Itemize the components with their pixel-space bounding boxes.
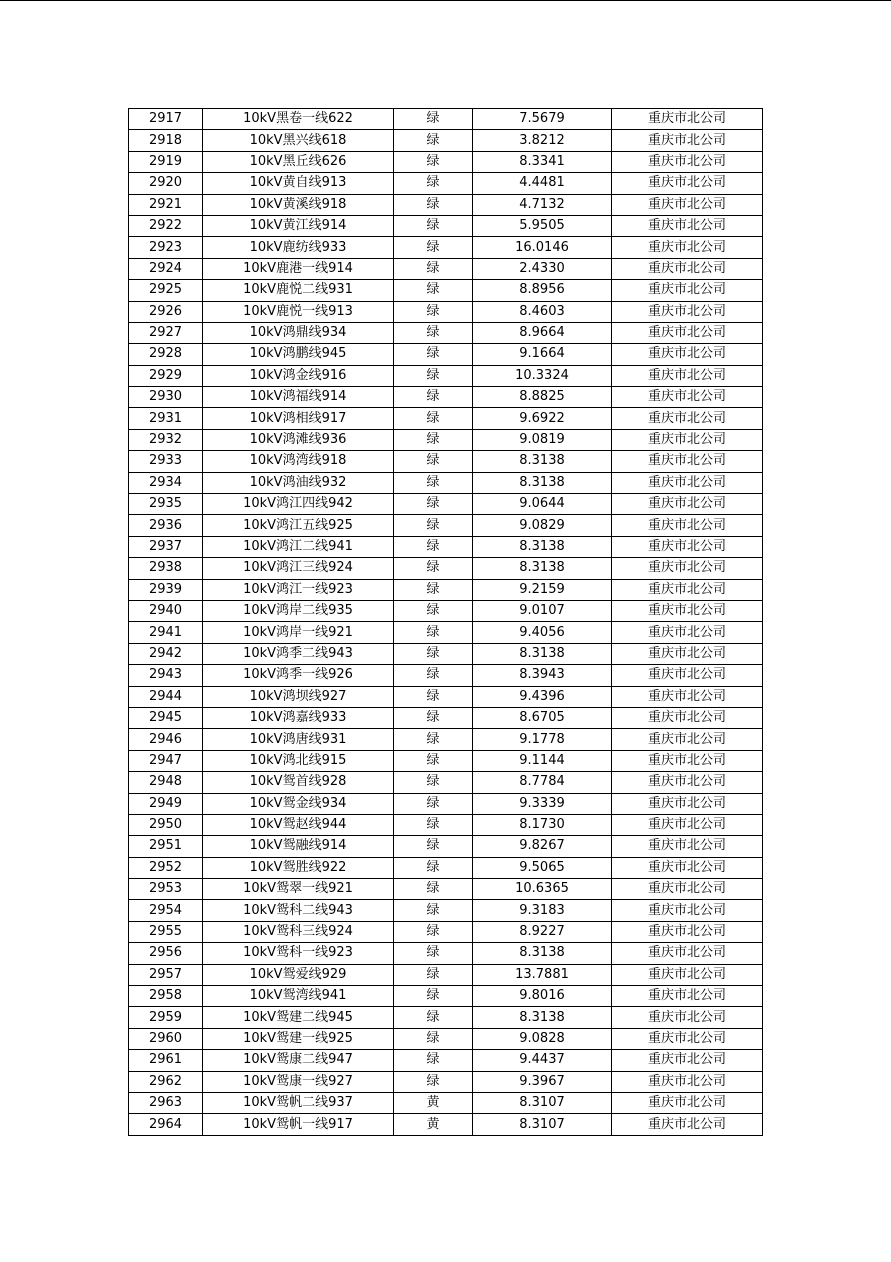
company-cell: 重庆市北公司 (612, 322, 763, 343)
value-cell: 9.3183 (473, 900, 612, 921)
row-id-cell: 2930 (129, 387, 203, 408)
table-row (129, 515, 763, 536)
status-color-cell: 绿 (394, 665, 473, 686)
company-cell: 重庆市北公司 (612, 365, 763, 386)
status-color-cell: 绿 (394, 429, 473, 450)
status-color-cell: 绿 (394, 857, 473, 878)
line-name-cell: 10kV鸳帆二线937 (203, 1092, 394, 1113)
table-row (129, 943, 763, 964)
status-color-cell: 绿 (394, 622, 473, 643)
value-cell: 8.3107 (473, 1092, 612, 1113)
company-cell: 重庆市北公司 (612, 750, 763, 771)
value-cell: 5.9505 (473, 215, 612, 236)
line-name-cell: 10kV鹿悦一线913 (203, 301, 394, 322)
row-id-cell: 2960 (129, 1028, 203, 1049)
value-cell: 8.3138 (473, 558, 612, 579)
row-id-cell: 2963 (129, 1092, 203, 1113)
table-row (129, 900, 763, 921)
status-color-cell: 绿 (394, 109, 473, 130)
company-cell: 重庆市北公司 (612, 665, 763, 686)
line-name-cell: 10kV鸿滩线936 (203, 429, 394, 450)
status-color-cell: 绿 (394, 772, 473, 793)
line-name-cell: 10kV鸳融线914 (203, 836, 394, 857)
status-color-cell: 绿 (394, 472, 473, 493)
value-cell: 10.3324 (473, 365, 612, 386)
line-name-cell: 10kV鸳赵线944 (203, 814, 394, 835)
line-name-cell: 10kV鸳翠一线921 (203, 879, 394, 900)
value-cell: 8.9227 (473, 921, 612, 942)
line-name-cell: 10kV鸳胜线922 (203, 857, 394, 878)
value-cell: 9.0829 (473, 515, 612, 536)
value-cell: 4.7132 (473, 194, 612, 215)
line-name-cell: 10kV鸳金线934 (203, 793, 394, 814)
row-id-cell: 2944 (129, 686, 203, 707)
table-row (129, 258, 763, 279)
value-cell: 9.0819 (473, 429, 612, 450)
status-color-cell: 黄 (394, 1092, 473, 1113)
row-id-cell: 2955 (129, 921, 203, 942)
line-name-cell: 10kV鹿港一线914 (203, 258, 394, 279)
table-row (129, 707, 763, 728)
row-id-cell: 2925 (129, 280, 203, 301)
table-row (129, 536, 763, 557)
table-row (129, 857, 763, 878)
row-id-cell: 2943 (129, 665, 203, 686)
company-cell: 重庆市北公司 (612, 151, 763, 172)
line-name-cell: 10kV鸳康一线927 (203, 1071, 394, 1092)
company-cell: 重庆市北公司 (612, 1092, 763, 1113)
status-color-cell: 绿 (394, 900, 473, 921)
line-name-cell: 10kV鸿季一线926 (203, 665, 394, 686)
company-cell: 重庆市北公司 (612, 1071, 763, 1092)
line-name-cell: 10kV鸿季二线943 (203, 643, 394, 664)
value-cell: 8.8956 (473, 280, 612, 301)
company-cell: 重庆市北公司 (612, 1007, 763, 1028)
line-name-cell: 10kV鸿唐线931 (203, 729, 394, 750)
table-row (129, 921, 763, 942)
company-cell: 重庆市北公司 (612, 1114, 763, 1135)
line-name-cell: 10kV鹿悦二线931 (203, 280, 394, 301)
company-cell: 重庆市北公司 (612, 536, 763, 557)
table-row (129, 344, 763, 365)
value-cell: 8.3138 (473, 536, 612, 557)
status-color-cell: 绿 (394, 194, 473, 215)
status-color-cell: 绿 (394, 921, 473, 942)
status-color-cell: 绿 (394, 1071, 473, 1092)
status-color-cell: 绿 (394, 237, 473, 258)
row-id-cell: 2921 (129, 194, 203, 215)
status-color-cell: 绿 (394, 707, 473, 728)
status-color-cell: 绿 (394, 215, 473, 236)
value-cell: 8.3138 (473, 1007, 612, 1028)
table-row (129, 151, 763, 172)
value-cell: 8.7784 (473, 772, 612, 793)
status-color-cell: 绿 (394, 643, 473, 664)
table-row (129, 387, 763, 408)
page-top-border (0, 0, 892, 1)
value-cell: 8.8825 (473, 387, 612, 408)
line-name-cell: 10kV鸳爱线929 (203, 964, 394, 985)
table-row (129, 1007, 763, 1028)
table-row (129, 301, 763, 322)
row-id-cell: 2919 (129, 151, 203, 172)
company-cell: 重庆市北公司 (612, 579, 763, 600)
table-row (129, 836, 763, 857)
row-id-cell: 2927 (129, 322, 203, 343)
row-id-cell: 2964 (129, 1114, 203, 1135)
line-name-cell: 10kV鸳首线928 (203, 772, 394, 793)
row-id-cell: 2952 (129, 857, 203, 878)
company-cell: 重庆市北公司 (612, 109, 763, 130)
line-name-cell: 10kV鸳湾线941 (203, 986, 394, 1007)
value-cell: 9.4437 (473, 1050, 612, 1071)
row-id-cell: 2941 (129, 622, 203, 643)
company-cell: 重庆市北公司 (612, 387, 763, 408)
value-cell: 8.3138 (473, 643, 612, 664)
company-cell: 重庆市北公司 (612, 215, 763, 236)
row-id-cell: 2950 (129, 814, 203, 835)
status-color-cell: 绿 (394, 130, 473, 151)
line-name-cell: 10kV鸿江五线925 (203, 515, 394, 536)
line-name-cell: 10kV鸿江三线924 (203, 558, 394, 579)
line-name-cell: 10kV鸿江一线923 (203, 579, 394, 600)
table-row (129, 879, 763, 900)
status-color-cell: 绿 (394, 322, 473, 343)
line-name-cell: 10kV黑兴线618 (203, 130, 394, 151)
table-row (129, 665, 763, 686)
table-row (129, 1114, 763, 1135)
line-name-cell: 10kV鸿鹏线945 (203, 344, 394, 365)
row-id-cell: 2939 (129, 579, 203, 600)
value-cell: 9.2159 (473, 579, 612, 600)
status-color-cell: 绿 (394, 365, 473, 386)
row-id-cell: 2938 (129, 558, 203, 579)
status-color-cell: 绿 (394, 536, 473, 557)
row-id-cell: 2936 (129, 515, 203, 536)
company-cell: 重庆市北公司 (612, 729, 763, 750)
status-color-cell: 绿 (394, 814, 473, 835)
company-cell: 重庆市北公司 (612, 943, 763, 964)
status-color-cell: 绿 (394, 151, 473, 172)
company-cell: 重庆市北公司 (612, 194, 763, 215)
value-cell: 13.7881 (473, 964, 612, 985)
row-id-cell: 2945 (129, 707, 203, 728)
table-row (129, 451, 763, 472)
company-cell: 重庆市北公司 (612, 173, 763, 194)
company-cell: 重庆市北公司 (612, 772, 763, 793)
row-id-cell: 2929 (129, 365, 203, 386)
table-row (129, 750, 763, 771)
table-row (129, 600, 763, 621)
row-id-cell: 2961 (129, 1050, 203, 1071)
company-cell: 重庆市北公司 (612, 472, 763, 493)
table-row (129, 622, 763, 643)
table-row (129, 130, 763, 151)
table-body (129, 109, 763, 1136)
row-id-cell: 2931 (129, 408, 203, 429)
line-name-cell: 10kV鸿江四线942 (203, 494, 394, 515)
value-cell: 9.4056 (473, 622, 612, 643)
table-row (129, 280, 763, 301)
table-row (129, 729, 763, 750)
company-cell: 重庆市北公司 (612, 857, 763, 878)
status-color-cell: 绿 (394, 600, 473, 621)
company-cell: 重庆市北公司 (612, 429, 763, 450)
status-color-cell: 绿 (394, 579, 473, 600)
company-cell: 重庆市北公司 (612, 237, 763, 258)
row-id-cell: 2946 (129, 729, 203, 750)
line-name-cell: 10kV黑丘线626 (203, 151, 394, 172)
row-id-cell: 2957 (129, 964, 203, 985)
value-cell: 8.3138 (473, 943, 612, 964)
value-cell: 9.5065 (473, 857, 612, 878)
line-name-cell: 10kV鸿鼎线934 (203, 322, 394, 343)
value-cell: 8.1730 (473, 814, 612, 835)
line-name-cell: 10kV鸳建一线925 (203, 1028, 394, 1049)
company-cell: 重庆市北公司 (612, 686, 763, 707)
value-cell: 7.5679 (473, 109, 612, 130)
value-cell: 16.0146 (473, 237, 612, 258)
company-cell: 重庆市北公司 (612, 515, 763, 536)
table-row (129, 986, 763, 1007)
table-row (129, 1028, 763, 1049)
row-id-cell: 2918 (129, 130, 203, 151)
company-cell: 重庆市北公司 (612, 494, 763, 515)
table-row (129, 194, 763, 215)
status-color-cell: 绿 (394, 793, 473, 814)
status-color-cell: 绿 (394, 750, 473, 771)
row-id-cell: 2947 (129, 750, 203, 771)
table-row (129, 173, 763, 194)
line-name-cell: 10kV鸳建二线945 (203, 1007, 394, 1028)
line-name-cell: 10kV鸿相线917 (203, 408, 394, 429)
company-cell: 重庆市北公司 (612, 130, 763, 151)
company-cell: 重庆市北公司 (612, 793, 763, 814)
company-cell: 重庆市北公司 (612, 451, 763, 472)
row-id-cell: 2923 (129, 237, 203, 258)
company-cell: 重庆市北公司 (612, 600, 763, 621)
value-cell: 8.3138 (473, 451, 612, 472)
status-color-cell: 绿 (394, 408, 473, 429)
value-cell: 9.0828 (473, 1028, 612, 1049)
table-row (129, 365, 763, 386)
table-row (129, 215, 763, 236)
line-name-cell: 10kV鸿北线915 (203, 750, 394, 771)
line-name-cell: 10kV鸳科二线943 (203, 900, 394, 921)
value-cell: 9.4396 (473, 686, 612, 707)
table-row (129, 429, 763, 450)
company-cell: 重庆市北公司 (612, 986, 763, 1007)
line-data-table (128, 108, 763, 1136)
line-name-cell: 10kV鸳康二线947 (203, 1050, 394, 1071)
status-color-cell: 绿 (394, 1050, 473, 1071)
status-color-cell: 绿 (394, 258, 473, 279)
value-cell: 8.6705 (473, 707, 612, 728)
status-color-cell: 绿 (394, 515, 473, 536)
line-name-cell: 10kV鸿江二线941 (203, 536, 394, 557)
company-cell: 重庆市北公司 (612, 836, 763, 857)
table-row (129, 1092, 763, 1113)
status-color-cell: 绿 (394, 686, 473, 707)
table-row (129, 793, 763, 814)
row-id-cell: 2934 (129, 472, 203, 493)
row-id-cell: 2933 (129, 451, 203, 472)
value-cell: 2.4330 (473, 258, 612, 279)
company-cell: 重庆市北公司 (612, 280, 763, 301)
row-id-cell: 2937 (129, 536, 203, 557)
status-color-cell: 绿 (394, 301, 473, 322)
status-color-cell: 绿 (394, 1028, 473, 1049)
status-color-cell: 绿 (394, 986, 473, 1007)
company-cell: 重庆市北公司 (612, 814, 763, 835)
value-cell: 8.3107 (473, 1114, 612, 1135)
company-cell: 重庆市北公司 (612, 900, 763, 921)
company-cell: 重庆市北公司 (612, 258, 763, 279)
row-id-cell: 2920 (129, 173, 203, 194)
company-cell: 重庆市北公司 (612, 921, 763, 942)
company-cell: 重庆市北公司 (612, 643, 763, 664)
status-color-cell: 绿 (394, 836, 473, 857)
row-id-cell: 2922 (129, 215, 203, 236)
status-color-cell: 绿 (394, 729, 473, 750)
row-id-cell: 2917 (129, 109, 203, 130)
status-color-cell: 黄 (394, 1114, 473, 1135)
status-color-cell: 绿 (394, 280, 473, 301)
row-id-cell: 2956 (129, 943, 203, 964)
table-row (129, 558, 763, 579)
table-row (129, 643, 763, 664)
line-name-cell: 10kV鸿岸一线921 (203, 622, 394, 643)
value-cell: 10.6365 (473, 879, 612, 900)
company-cell: 重庆市北公司 (612, 707, 763, 728)
line-name-cell: 10kV鸿嘉线933 (203, 707, 394, 728)
line-name-cell: 10kV黄江线914 (203, 215, 394, 236)
row-id-cell: 2951 (129, 836, 203, 857)
row-id-cell: 2940 (129, 600, 203, 621)
status-color-cell: 绿 (394, 173, 473, 194)
status-color-cell: 绿 (394, 879, 473, 900)
line-name-cell: 10kV黑卷一线622 (203, 109, 394, 130)
value-cell: 9.1778 (473, 729, 612, 750)
table-row (129, 964, 763, 985)
company-cell: 重庆市北公司 (612, 879, 763, 900)
table-row (129, 494, 763, 515)
value-cell: 9.0107 (473, 600, 612, 621)
company-cell: 重庆市北公司 (612, 558, 763, 579)
row-id-cell: 2928 (129, 344, 203, 365)
company-cell: 重庆市北公司 (612, 301, 763, 322)
value-cell: 9.3967 (473, 1071, 612, 1092)
line-name-cell: 10kV黄溪线918 (203, 194, 394, 215)
status-color-cell: 绿 (394, 344, 473, 365)
company-cell: 重庆市北公司 (612, 344, 763, 365)
row-id-cell: 2958 (129, 986, 203, 1007)
status-color-cell: 绿 (394, 558, 473, 579)
status-color-cell: 绿 (394, 1007, 473, 1028)
line-name-cell: 10kV鸳科三线924 (203, 921, 394, 942)
value-cell: 9.3339 (473, 793, 612, 814)
row-id-cell: 2959 (129, 1007, 203, 1028)
value-cell: 8.3943 (473, 665, 612, 686)
row-id-cell: 2949 (129, 793, 203, 814)
table-row (129, 472, 763, 493)
row-id-cell: 2924 (129, 258, 203, 279)
table-row (129, 1071, 763, 1092)
table-row (129, 237, 763, 258)
table-row (129, 686, 763, 707)
line-name-cell: 10kV鸳科一线923 (203, 943, 394, 964)
line-name-cell: 10kV鸿油线932 (203, 472, 394, 493)
line-name-cell: 10kV鸿坝线927 (203, 686, 394, 707)
status-color-cell: 绿 (394, 494, 473, 515)
company-cell: 重庆市北公司 (612, 622, 763, 643)
value-cell: 8.3341 (473, 151, 612, 172)
row-id-cell: 2935 (129, 494, 203, 515)
table-row (129, 322, 763, 343)
status-color-cell: 绿 (394, 964, 473, 985)
line-name-cell: 10kV鸿福线914 (203, 387, 394, 408)
row-id-cell: 2942 (129, 643, 203, 664)
line-name-cell: 10kV鸿岸二线935 (203, 600, 394, 621)
company-cell: 重庆市北公司 (612, 1028, 763, 1049)
status-color-cell: 绿 (394, 387, 473, 408)
row-id-cell: 2926 (129, 301, 203, 322)
value-cell: 3.8212 (473, 130, 612, 151)
line-name-cell: 10kV黄自线913 (203, 173, 394, 194)
value-cell: 9.8267 (473, 836, 612, 857)
row-id-cell: 2954 (129, 900, 203, 921)
company-cell: 重庆市北公司 (612, 964, 763, 985)
line-name-cell: 10kV鹿纺线933 (203, 237, 394, 258)
table-row (129, 109, 763, 130)
value-cell: 9.0644 (473, 494, 612, 515)
value-cell: 8.9664 (473, 322, 612, 343)
table-row (129, 814, 763, 835)
table-row (129, 408, 763, 429)
value-cell: 9.1144 (473, 750, 612, 771)
value-cell: 4.4481 (473, 173, 612, 194)
row-id-cell: 2962 (129, 1071, 203, 1092)
line-name-cell: 10kV鸿金线916 (203, 365, 394, 386)
table-row (129, 1050, 763, 1071)
row-id-cell: 2948 (129, 772, 203, 793)
status-color-cell: 绿 (394, 451, 473, 472)
row-id-cell: 2932 (129, 429, 203, 450)
table-row (129, 772, 763, 793)
value-cell: 8.4603 (473, 301, 612, 322)
table-row (129, 579, 763, 600)
value-cell: 9.1664 (473, 344, 612, 365)
value-cell: 8.3138 (473, 472, 612, 493)
company-cell: 重庆市北公司 (612, 1050, 763, 1071)
line-name-cell: 10kV鸳帆一线917 (203, 1114, 394, 1135)
row-id-cell: 2953 (129, 879, 203, 900)
line-name-cell: 10kV鸿湾线918 (203, 451, 394, 472)
company-cell: 重庆市北公司 (612, 408, 763, 429)
value-cell: 9.8016 (473, 986, 612, 1007)
value-cell: 9.6922 (473, 408, 612, 429)
status-color-cell: 绿 (394, 943, 473, 964)
